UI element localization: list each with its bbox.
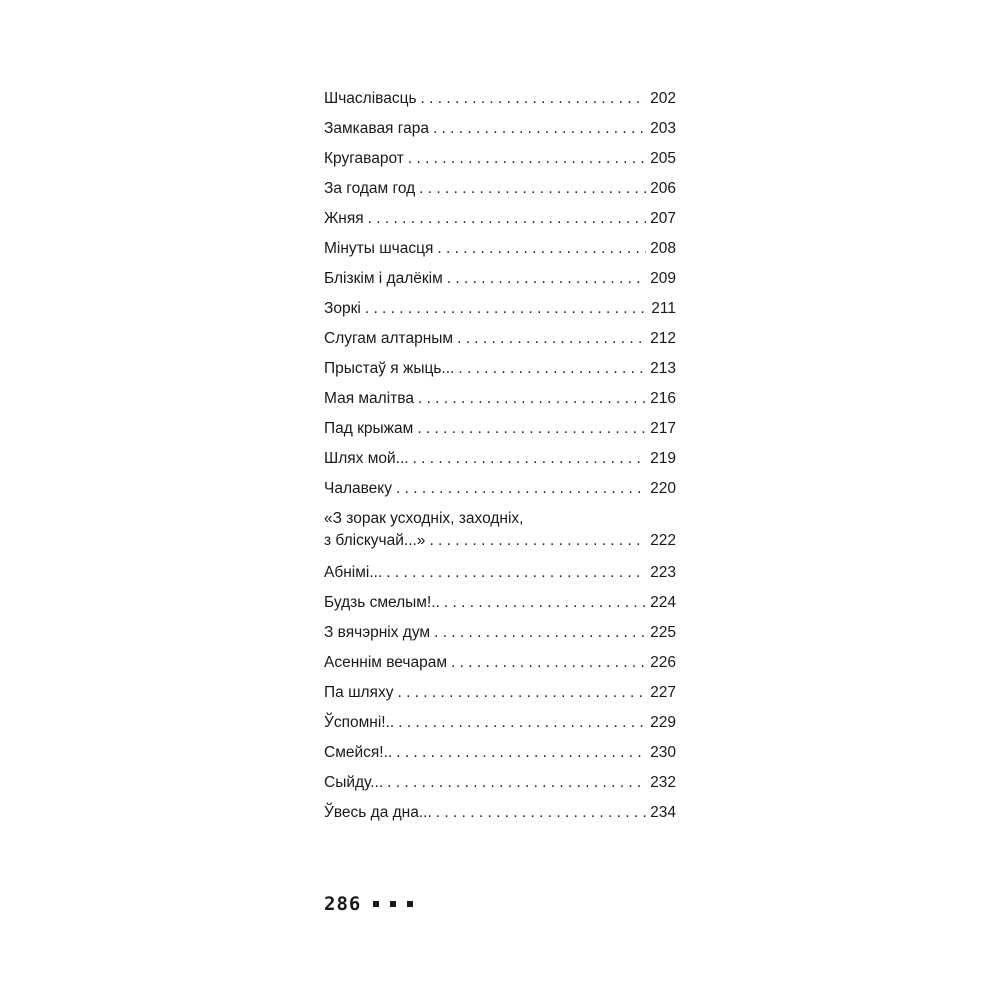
toc-entry[interactable]: [324, 474, 676, 504]
toc-entry[interactable]: [324, 504, 676, 558]
toc-entry[interactable]: [324, 414, 676, 444]
toc-entry[interactable]: [324, 384, 676, 414]
dot-leader: [421, 84, 647, 114]
toc-entry-page: 222: [650, 532, 676, 549]
toc-entry[interactable]: [324, 768, 676, 798]
toc-entry-title: Замкавая гара: [324, 120, 429, 137]
dot-leader: [419, 174, 646, 204]
dot-leader: [365, 294, 647, 324]
toc-entry[interactable]: [324, 294, 676, 324]
toc-entry-title: Чалавеку: [324, 480, 393, 497]
toc-entry-title: Блізкім і далёкім: [324, 270, 443, 287]
toc-entry[interactable]: [324, 174, 676, 204]
toc-entry-title: Смейся!..: [324, 744, 393, 761]
toc-entry-title-line1: «З зорак усходніх, заходніх,: [324, 510, 524, 527]
dot-leader: [368, 204, 646, 234]
dot-leader: [458, 354, 646, 384]
toc-entry[interactable]: [324, 738, 676, 768]
dot-leader: [433, 114, 646, 144]
toc-entry[interactable]: [324, 798, 676, 828]
toc-entry-title: Па шляху: [324, 684, 394, 701]
toc-entry-page: 234: [650, 804, 676, 821]
toc-entry-page: 207: [650, 210, 676, 227]
toc-entry[interactable]: [324, 114, 676, 144]
toc-entry[interactable]: [324, 84, 676, 114]
toc-entry-title: Ўспомні!..: [324, 714, 395, 731]
dot-leader: [444, 588, 646, 618]
dot-leader: [447, 264, 646, 294]
toc-entry[interactable]: [324, 144, 676, 174]
toc-entry-page: 225: [650, 624, 676, 641]
toc-entry-title: Жняя: [324, 210, 364, 227]
dot-leader: [457, 324, 646, 354]
page-footer: [324, 893, 413, 915]
toc-entry-title: Будзь смелым!..: [324, 594, 440, 611]
toc-entry[interactable]: [324, 678, 676, 708]
toc-entry-title: Прыстаў я жыць...: [324, 360, 455, 377]
dot-leader: [429, 530, 646, 552]
toc-entry-title: За годам год: [324, 180, 416, 197]
toc-entry-title: Мая малітва: [324, 390, 414, 407]
toc-entry-title: Ўвесь да дна...: [324, 804, 432, 821]
dot-leader: [408, 144, 646, 174]
toc-entry-page: 203: [650, 120, 676, 137]
dot-leader: [386, 558, 646, 588]
toc-entry[interactable]: [324, 588, 676, 618]
dot-leader: [413, 444, 647, 474]
toc-entry[interactable]: [324, 708, 676, 738]
toc-entry[interactable]: [324, 324, 676, 354]
toc-entry-title: Кругаварот: [324, 150, 404, 167]
toc-entry-page: 209: [650, 270, 676, 287]
toc-entry-page: 227: [650, 684, 676, 701]
toc-entry-page: 202: [650, 90, 676, 107]
square-icon: [373, 901, 379, 907]
toc-entry-page: 213: [650, 360, 676, 377]
toc-entry-page: 211: [651, 300, 676, 317]
square-icon: [390, 901, 396, 907]
table-of-contents: [324, 84, 676, 828]
dot-leader: [436, 798, 646, 828]
dot-leader: [396, 474, 646, 504]
toc-entry-page: 226: [650, 654, 676, 671]
toc-entry[interactable]: [324, 264, 676, 294]
toc-entry-title: Шчаслівасць: [324, 90, 417, 107]
square-icon: [407, 901, 413, 907]
toc-entry-page: 232: [650, 774, 676, 791]
toc-entry[interactable]: [324, 354, 676, 384]
toc-entry-title: Мінуты шчасця: [324, 240, 434, 257]
toc-entry-page: 219: [650, 450, 676, 467]
dot-leader: [437, 234, 646, 264]
toc-entry[interactable]: [324, 444, 676, 474]
toc-entry-page: 229: [650, 714, 676, 731]
toc-entry-title: Шлях мой...: [324, 450, 409, 467]
dot-leader: [387, 768, 646, 798]
footer-ornament: [373, 901, 413, 907]
toc-entry-page: 223: [650, 564, 676, 581]
dot-leader: [451, 648, 646, 678]
dot-leader: [418, 384, 646, 414]
toc-entry-title: З вячэрніх дум: [324, 624, 431, 641]
toc-entry-page: 230: [650, 744, 676, 761]
toc-entry-page: 224: [650, 594, 676, 611]
toc-entry[interactable]: [324, 204, 676, 234]
toc-entry-title: Пад крыжам: [324, 420, 414, 437]
toc-entry[interactable]: [324, 558, 676, 588]
toc-entry-title: Сыйду...: [324, 774, 384, 791]
toc-entry[interactable]: [324, 234, 676, 264]
dot-leader: [396, 738, 646, 768]
toc-entry-title: Асеннім вечарам: [324, 654, 447, 671]
toc-entry[interactable]: [324, 648, 676, 678]
page-number: 286: [324, 893, 362, 915]
dot-leader: [397, 678, 646, 708]
dot-leader: [434, 618, 646, 648]
toc-entry-page: 212: [650, 330, 676, 347]
toc-entry-line2: [324, 530, 676, 552]
dot-leader: [417, 414, 646, 444]
toc-entry-page: 216: [650, 390, 676, 407]
dot-leader: [398, 708, 646, 738]
toc-entry[interactable]: [324, 618, 676, 648]
toc-entry-title: Слугам алтарным: [324, 330, 454, 347]
toc-entry-page: 220: [650, 480, 676, 497]
toc-entry-page: 208: [650, 240, 676, 257]
toc-entry-page: 206: [650, 180, 676, 197]
toc-entry-page: 205: [650, 150, 676, 167]
toc-entry-title-line2: з бліскучай...»: [324, 532, 426, 549]
toc-entry-page: 217: [650, 420, 676, 437]
toc-entry-title: Абнімі...: [324, 564, 383, 581]
toc-entry-title: Зоркі: [324, 300, 361, 317]
